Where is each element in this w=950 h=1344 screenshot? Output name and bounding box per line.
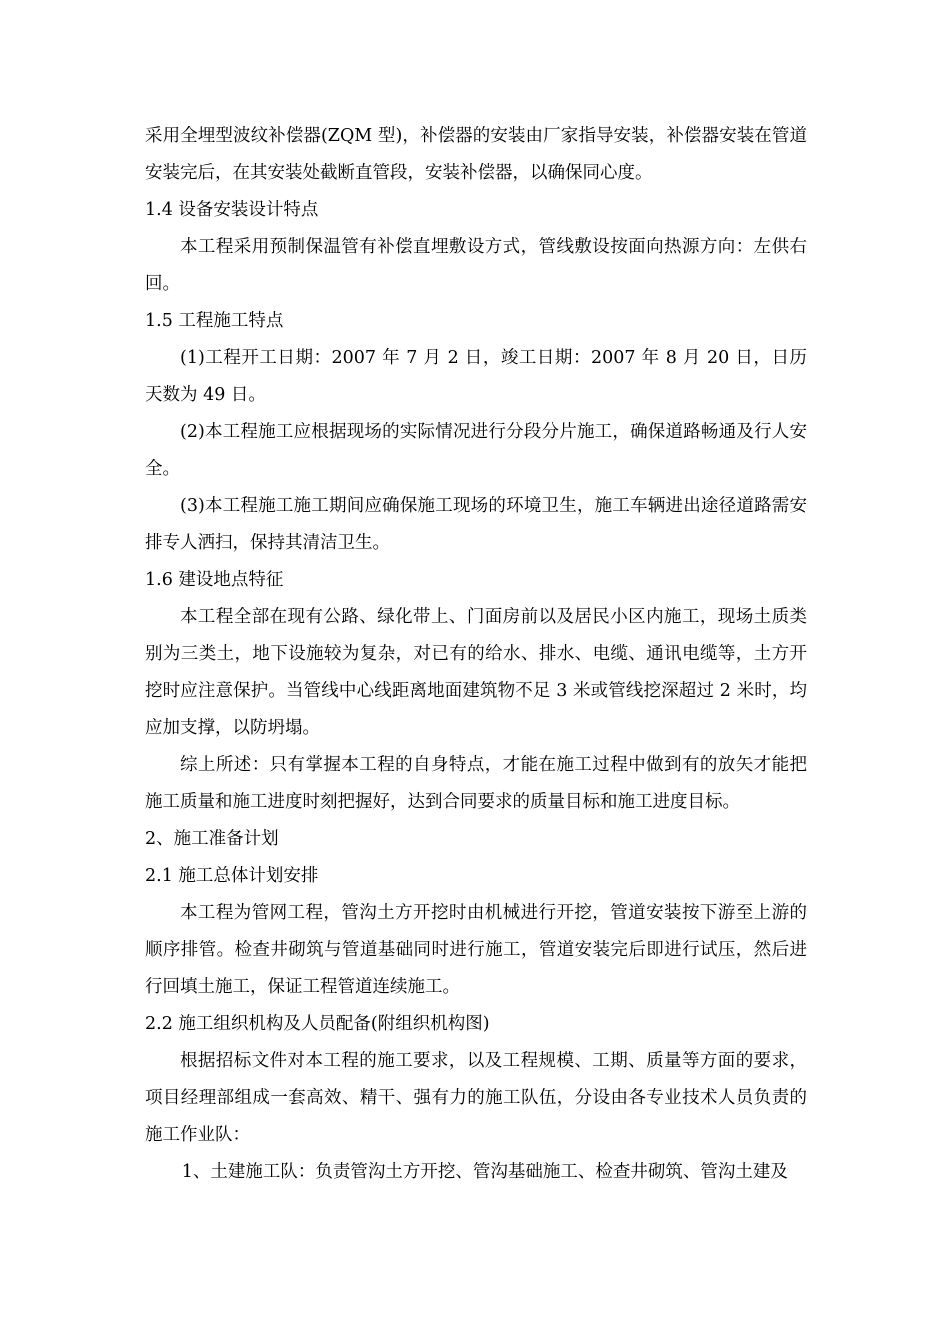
paragraph: 综上所述：只有掌握本工程的自身特点，才能在施工过程中做到有的放矢才能把施工质量和施工进度时刻把握好，达到合同要求的质量目标和施工进度目标。 (145, 755, 807, 812)
list-item: 1、土建施工队：负责管沟土方开挖、管沟基础施工、检查井砌筑、管沟土建及 (181, 1162, 788, 1182)
paragraph: (1)工程开工日期：2007 年 7 月 2 日，竣工日期：2007 年 8 月 20 日，日历天数为 49 日。 (145, 348, 807, 405)
paragraph: 根据招标文件对本工程的施工要求，以及工程规模、工期、质量等方面的要求，项目经理部组成一套高效、精干、强有力的施工队伍，分设由各专业技术人员负责的施工作业队： (145, 1051, 807, 1145)
document-body (145, 118, 807, 1191)
paragraph: 本工程为管网工程，管沟土方开挖时由机械进行开挖，管道安装按下游至上游的顺序排管。检查井砌筑与管道基础同时进行施工，管道安装完后即进行试压，然后进行回填土施工，保证工程管道连续施工。 (145, 903, 807, 997)
section-heading-2: 2、施工准备计划 (145, 829, 279, 849)
section-heading-1-4: 1.4 设备安装设计特点 (145, 200, 319, 220)
paragraph: (3)本工程施工施工期间应确保施工现场的环境卫生，施工车辆进出途径道路需安排专人洒扫，保持其清洁卫生。 (145, 496, 807, 553)
paragraph: 本工程采用预制保温管有补偿直埋敷设方式，管线敷设按面向热源方向：左供右回。 (145, 237, 807, 294)
section-heading-2-1: 2.1 施工总体计划安排 (145, 866, 319, 886)
paragraph: 本工程全部在现有公路、绿化带上、门面房前以及居民小区内施工，现场土质类别为三类土，地下设施较为复杂，对已有的给水、排水、电缆、通讯电缆等，土方开挖时应注意保护。当管线中心线距离地面建筑物不足 3 米或管线挖深超过 2 米时，均应加支撑，以防坍塌。 (145, 607, 807, 738)
section-heading-2-2: 2.2 施工组织机构及人员配备(附组织机构图) (145, 1014, 490, 1034)
paragraph: (2)本工程施工应根据现场的实际情况进行分段分片施工，确保道路畅通及行人安全。 (145, 422, 807, 479)
paragraph-continued: 采用全埋型波纹补偿器(ZQM 型)，补偿器的安装由厂家指导安装，补偿器安装在管道安装完后，在其安装处截断直管段，安装补偿器，以确保同心度。 (145, 126, 807, 183)
section-heading-1-5: 1.5 工程施工特点 (145, 311, 284, 331)
section-heading-1-6: 1.6 建设地点特征 (145, 570, 284, 590)
